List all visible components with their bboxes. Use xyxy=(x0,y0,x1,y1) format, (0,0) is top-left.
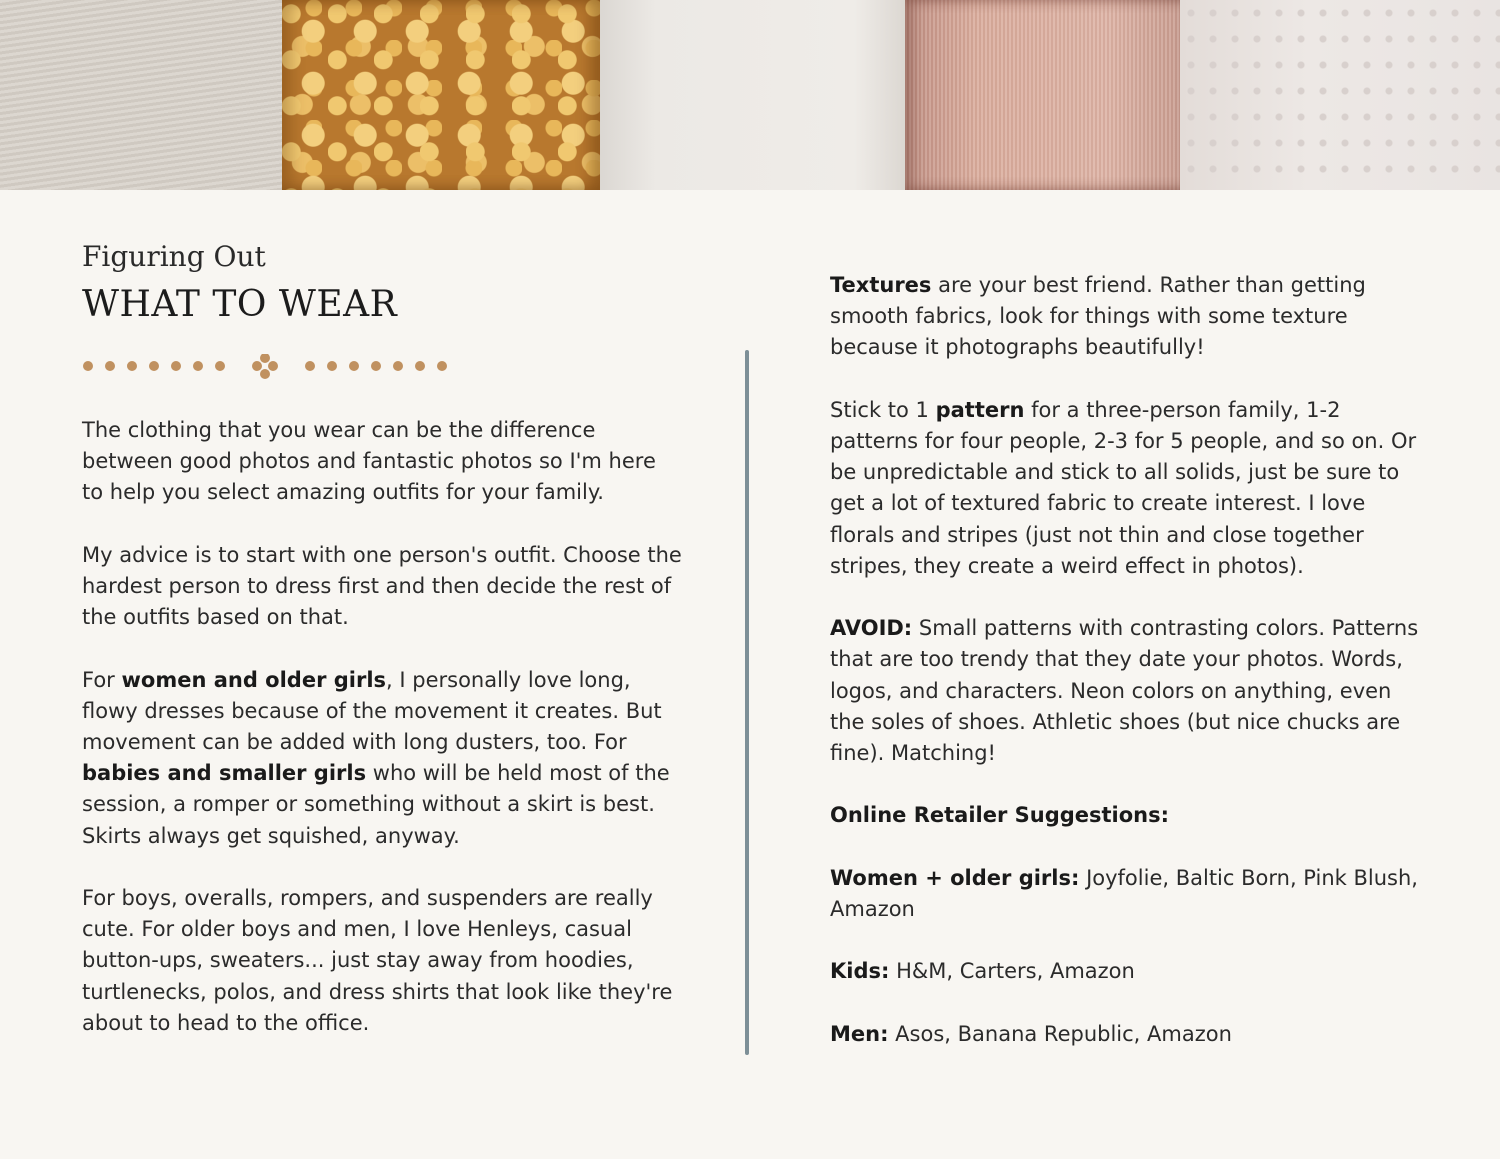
advice-paragraph: My advice is to start with one person's outfit. Choose the hardest person to dress first and then decide the rest of the outfits based on that. xyxy=(82,542,682,630)
column-divider xyxy=(745,350,749,1055)
fabric-textured-cream xyxy=(1180,0,1500,190)
fabric-smooth-white xyxy=(590,0,920,190)
fabric-knit-grey xyxy=(0,0,300,190)
fabric-header-image xyxy=(0,0,1500,190)
retailer-women: Women + older girls: Joyfolie, Baltic Born, Pink Blush, Amazon xyxy=(830,865,1418,921)
retailer-men: Men: Asos, Banana Republic, Amazon xyxy=(830,1021,1232,1046)
right-column xyxy=(830,270,1430,1081)
pattern-paragraph: Stick to 1 pattern for a three-person family, 1-2 patterns for four people, 2-3 for 5 people, and so on. Or be unpredictable and stick to all solids, just be sure to get a lot of textured fabric to create interest. I love florals and stripes (just not thin and close together stripes, they create a weird effect in photos). xyxy=(830,397,1417,578)
textures-paragraph: Textures are your best friend. Rather than getting smooth fabrics, look for things with some texture because it photographs beautifully! xyxy=(830,273,1366,360)
fabric-chenille-mustard xyxy=(282,0,600,190)
section-kicker: Figuring Out xyxy=(82,240,266,273)
fabric-knit-blush xyxy=(905,0,1195,190)
women-girls-paragraph: For women and older girls, I personally love long, flowy dresses because of the movement it creates. But movement can be added with long dusters, too. For babies and smaller girls who will be held most of the session, a romper or something without a skirt is best. Skirts always get squished, anyway. xyxy=(82,667,670,848)
dot-divider-ornament xyxy=(80,354,456,384)
boys-men-paragraph: For boys, overalls, rompers, and suspenders are really cute. For older boys and men, I love Henleys, casual button-ups, sweaters... just stay away from hoodies, turtlenecks, polos, and dress shirts that look like they're about to head to the office. xyxy=(82,886,673,1035)
retailer-kids: Kids: H&M, Carters, Amazon xyxy=(830,959,1135,984)
avoid-paragraph: AVOID: Small patterns with contrasting colors. Patterns that are too trendy that they date your photos. Words, logos, and characters. Neon colors on anything, even the soles of shoes. Athletic shoes (but nice chucks are fine). Matching! xyxy=(830,616,1419,766)
left-column xyxy=(82,415,682,1070)
page-title: WHAT TO WEAR xyxy=(82,284,398,325)
retailer-heading: Online Retailer Suggestions: xyxy=(830,803,1170,828)
intro-paragraph: The clothing that you wear can be the difference between good photos and fantastic photos so I'm here to help you select amazing outfits for your family. xyxy=(82,418,656,505)
